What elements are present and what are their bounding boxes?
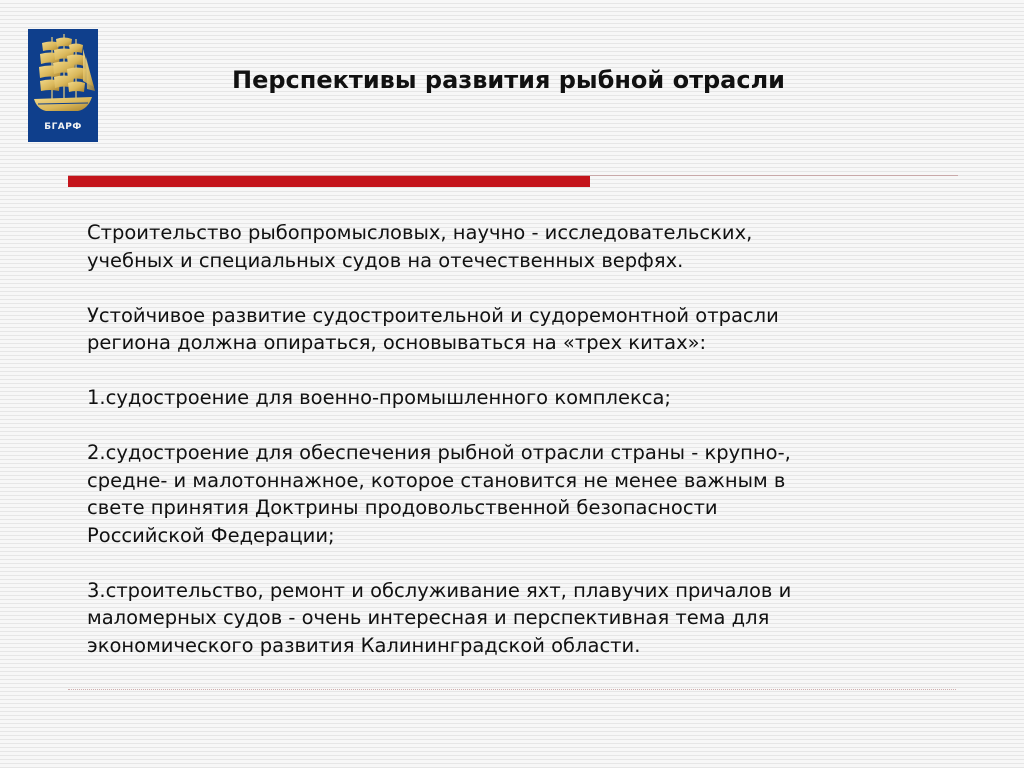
paragraph-three-pillars: Устойчивое развитие судостроительной и судоремонтной отрасли региона должна опираться, основываться на «трех китах»: [87, 303, 779, 354]
slide-title: Перспективы развития рыбной отрасли [232, 66, 785, 94]
footer-divider-line [68, 689, 956, 690]
logo [28, 29, 98, 142]
sailing-ship-icon [28, 29, 98, 121]
title-accent-bar [68, 176, 590, 187]
paragraph-shipbuilding-intro: Строительство рыбопромысловых, научно - исследовательских, учебных и специальных судов на отечественных верфях. [87, 221, 753, 272]
list-item-fishing-fleet: 2.судостроение для обеспечения рыбной отрасли страны - крупно-, средне- и малотоннажное, которое становится не менее важным в свете принятия Доктрины продовольственной безопасности Российской Федерации; [87, 441, 791, 547]
list-item-yachts: 3.строительство, ремонт и обслуживание яхт, плавучих причалов и маломерных судов - очень интересная и перспективная тема для экономического развития Калининградской области. [87, 578, 792, 657]
list-item-military: 1.судостроение для военно-промышленного комплекса; [87, 386, 671, 409]
logo-text: БГАРФ [44, 122, 82, 132]
slide-body [87, 219, 937, 659]
